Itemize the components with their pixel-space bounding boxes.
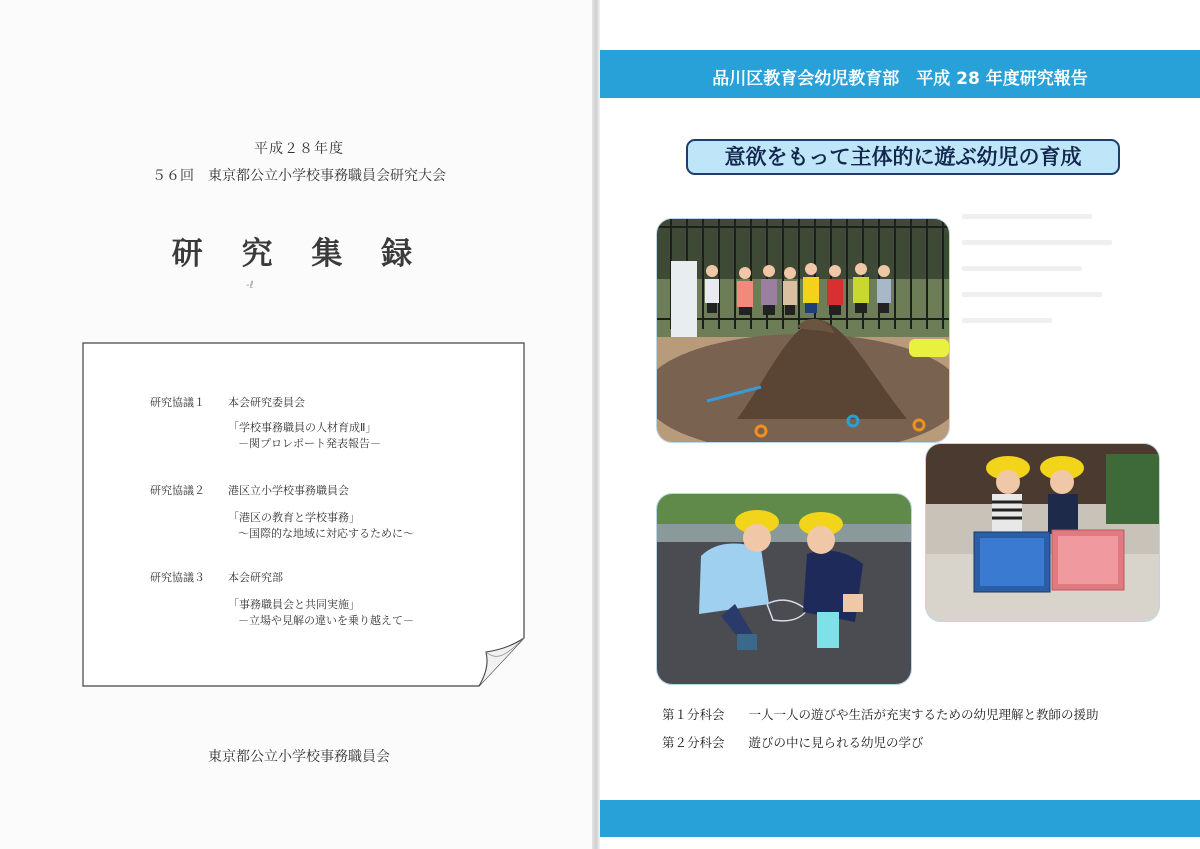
stray-mark: ‐ℓ: [246, 280, 254, 291]
two-boys-chalk-photo: [656, 493, 912, 685]
session-2: [662, 733, 924, 751]
session-1: [662, 705, 1099, 723]
item-1-subtitle: －関プロレポート発表報告－: [238, 437, 381, 450]
item-1-org: 本会研究委員会: [228, 396, 305, 409]
publisher-name: 東京都公立小学校事務職員会: [208, 749, 390, 765]
item-1-label: 研究協議１: [150, 396, 205, 409]
book-gutter: [592, 0, 600, 849]
footer-band: [600, 800, 1200, 837]
year-heading: 平成２８年度: [254, 141, 344, 157]
bleed-through-line: [962, 214, 1092, 219]
report-main-title: 意欲をもって主体的に遊ぶ幼児の育成: [686, 139, 1120, 175]
conference-title: ５６回 東京都公立小学校事務職員会研究大会: [152, 168, 446, 184]
item-2-title: 「港区の教育と学校事務」: [228, 511, 360, 524]
bleed-through-line: [962, 266, 1082, 271]
session-2-label: 第２分科会: [662, 735, 725, 750]
item-3-label: 研究協議３: [150, 571, 205, 584]
item-1-title: 「学校事務職員の人材育成Ⅱ」: [228, 421, 377, 434]
left-page: [0, 0, 598, 849]
sandpit-children-photo: [656, 218, 950, 443]
report-header: 品川区教育会幼児教育部 平成 28 年度研究報告: [712, 69, 1088, 89]
item-3-subtitle: －立場や見解の違いを乗り越えて－: [238, 614, 414, 627]
session-2-text: 遊びの中に見られる幼児の学び: [748, 735, 924, 750]
bleed-through-line: [962, 318, 1052, 323]
right-page: [600, 0, 1200, 849]
contents-box: [82, 342, 525, 687]
session-1-label: 第１分科会: [662, 707, 725, 722]
item-2-subtitle: ～国際的な地域に対応するために～: [238, 527, 414, 540]
item-2-org: 港区立小学校事務職員会: [228, 484, 349, 497]
bleed-through-line: [962, 240, 1112, 245]
item-2-label: 研究協議２: [150, 484, 205, 497]
item-3-org: 本会研究部: [228, 571, 283, 584]
item-3-title: 「事務職員会と共同実施」: [228, 598, 360, 611]
bleed-through-line: [962, 292, 1102, 297]
document-title: 研 究 集 録: [171, 236, 427, 272]
session-1-text: 一人一人の遊びや生活が充実するための幼児理解と教師の援助: [748, 707, 1099, 722]
boxes-play-photo: [925, 443, 1160, 622]
